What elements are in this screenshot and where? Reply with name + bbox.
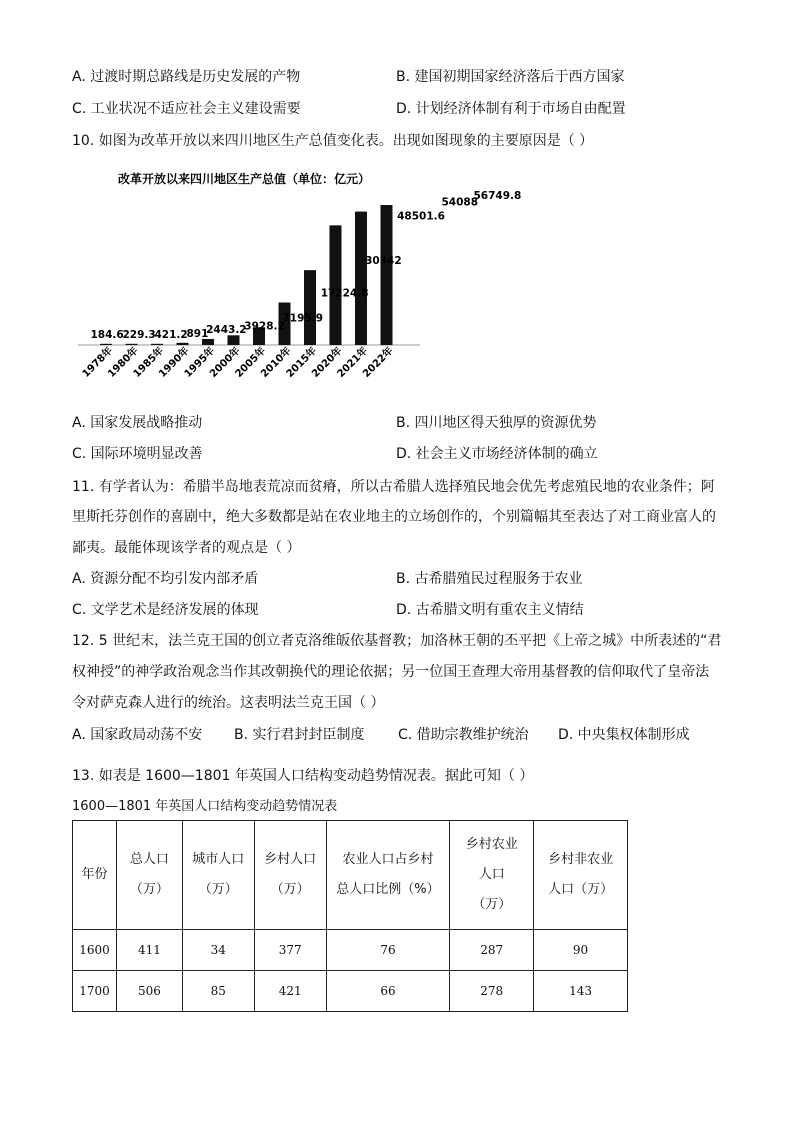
q11-stem-line1: 11. 有学者认为：希腊半岛地表荒凉而贫瘠，所以古希腊人选择殖民地会优先考虑殖民地的农业条件；阿 [72,479,715,495]
chart-title: 改革开放以来四川地区生产总值（单位：亿元） [118,172,371,186]
header-line: 人口（万） [548,882,614,897]
q9-option-b: B. 建国初期国家经济落后于西方国家 [396,69,625,85]
value-label: 30342 [365,255,402,268]
table-header-cell [116,821,182,930]
value-label: 3928.2 [244,320,285,333]
q11-stem-line2: 里斯托芬创作的喜剧中，绝大多数都是站在农业地主的立场创作的，个别篇幅其至表达了对工商业富人的 [72,509,716,525]
q10-option-a: A. 国家发展战略推动 [72,415,203,431]
header-line: （万） [198,882,238,897]
q9-option-c: C. 工业状况不适应社会主义建设需要 [72,101,301,117]
table-cell: 421 [254,971,326,1012]
table-cell: 143 [534,971,628,1012]
q11-option-c: C. 文学艺术是经济发展的体现 [72,602,259,618]
q10-stem: 10. 如图为改革开放以来四川地区生产总值变化表。出现如图现象的主要原因是（ ） [72,133,594,149]
category-label: 1978年 [80,345,116,380]
category-label: 2015年 [284,345,320,380]
q12-option-a: A. 国家政局动荡不安 [72,727,203,743]
table-cell: 76 [326,930,450,971]
value-label: 56749.8 [473,190,522,203]
table-header-cell [534,821,628,930]
category-label: 1990年 [157,345,192,380]
bar-1985年 [151,344,163,345]
header-line: 人口 [478,867,505,882]
q12-option-b: B. 实行君封封臣制度 [234,727,365,743]
header-line: 乡村农业 [465,837,518,852]
header-line: 乡村非农业 [548,852,614,867]
table-header-cell [254,821,326,930]
category-label: 1995年 [182,345,218,380]
category-label: 2010年 [259,345,294,380]
bar-1978年 [100,344,112,345]
value-label: 54088 [441,196,479,209]
q9-option-d: D. 计划经济体制有利于市场自由配置 [396,101,626,117]
bar-2022年 [381,205,393,345]
table-cell: 506 [116,971,182,1012]
table-header-cell [73,821,117,930]
value-label: 2443.2 [206,323,247,336]
q12-stem-line3: 令对萨克森人进行的统治。这表明法兰克王国（ ） [72,695,385,711]
table-cell: 1600 [73,930,117,971]
category-label: 2000年 [208,345,243,380]
header-line: 年份 [81,867,108,882]
category-label: 2021年 [335,345,371,380]
header-line: 总人口比例（%） [336,882,440,897]
table-cell: 377 [254,930,326,971]
table-cell: 85 [182,971,254,1012]
chart-value-labels [91,190,522,341]
table-header-row [73,821,628,930]
value-label: 891 [186,327,209,340]
table-body [73,930,628,1012]
header-line: （万） [472,897,512,912]
q10-option-d: D. 社会主义市场经济体制的确立 [396,446,598,462]
gdp-bar-chart [70,165,522,405]
value-label: 7195.9 [282,312,324,325]
value-label: 17224.8 [320,287,369,300]
header-line: （万） [270,882,310,897]
q11-option-d: D. 古希腊文明有重农主义情结 [396,602,584,618]
table-header-cell [326,821,450,930]
q11-option-a: A. 资源分配不均引发内部矛盾 [72,571,259,587]
table-header-cell [450,821,534,930]
header-line: 总人口 [129,852,169,867]
table-row [73,971,628,1012]
table-cell: 34 [182,930,254,971]
bar-2020年 [330,225,342,345]
bar-1995年 [202,339,214,345]
bar-1990年 [177,343,189,345]
header-line: 城市人口 [192,852,245,867]
header-line: 乡村人口 [264,852,317,867]
bar-1980年 [126,344,138,345]
q9-option-a: A. 过渡时期总路线是历史发展的产物 [72,69,301,85]
value-label: 421.2 [154,328,188,341]
value-label: 184.6 [90,328,124,341]
table-row [73,930,628,971]
category-label: 2005年 [233,345,269,380]
table-header-cell [182,821,254,930]
q13-stem: 13. 如表是 1600—1801 年英国人口结构变动趋势情况表。据此可知（ ） [72,768,534,784]
category-label: 1980年 [106,345,141,380]
q12-option-d: D. 中央集权体制形成 [558,727,690,743]
table-cell: 287 [450,930,534,971]
header-line: （万） [129,882,169,897]
bar-2000年 [228,335,240,345]
value-label: 229.3 [122,328,156,341]
category-label: 2020年 [310,345,345,380]
bar-2015年 [304,270,316,345]
population-table [72,820,628,1012]
q10-option-c: C. 国际环境明显改善 [72,446,203,462]
q12-option-c: C. 借助宗教维护统治 [398,727,529,743]
table-cell: 90 [534,930,628,971]
q12-stem-line1: 12. 5 世纪末，法兰克王国的创立者克洛维皈依基督教；加洛林王朝的丕平把《上帝之城》中所表述的“君 [72,633,722,649]
q11-stem-line3: 鄙夷。最能体现该学者的观点是（ ） [72,540,301,556]
bar-2021年 [355,212,367,345]
header-line: 农业人口占乡村 [342,852,434,867]
table-cell: 66 [326,971,450,1012]
table-cell: 1700 [73,971,117,1012]
q10-option-b: B. 四川地区得天独厚的资源优势 [396,415,597,431]
q12-stem-line2: 权神授”的神学政治观念当作其改朝换代的理论依据；另一位国王查理大帝用基督教的信仰取代了皇帝法 [72,664,710,680]
q11-option-b: B. 古希腊殖民过程服务于农业 [396,571,583,587]
table-caption: 1600—1801 年英国人口结构变动趋势情况表 [72,799,338,814]
table-cell: 411 [116,930,182,971]
value-label: 48501.6 [397,210,445,223]
category-label: 1985年 [131,345,167,380]
table-cell: 278 [450,971,534,1012]
chart-category-labels [79,344,395,380]
category-label: 2022年 [361,345,396,380]
